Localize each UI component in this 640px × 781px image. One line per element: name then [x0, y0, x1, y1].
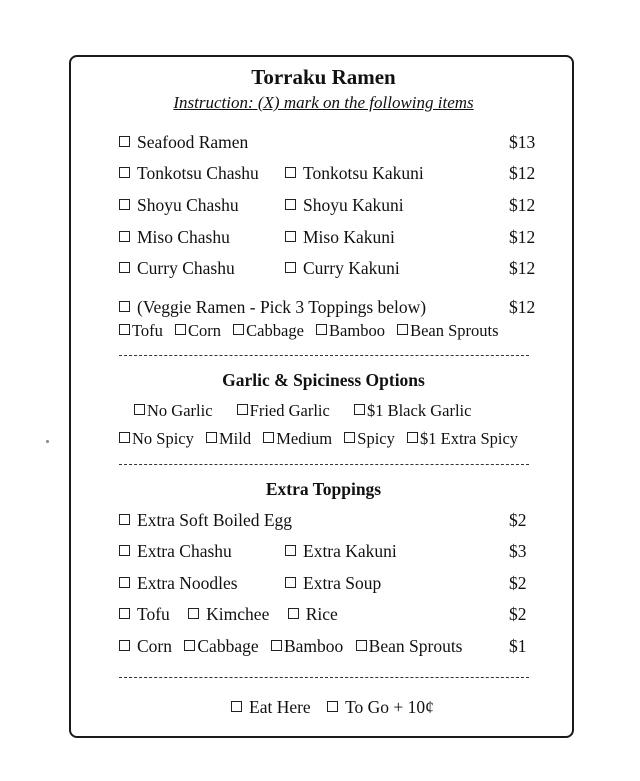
extra-option[interactable]: Corn [119, 636, 172, 657]
divider [119, 355, 529, 356]
garlic-option[interactable]: $1 Black Garlic [354, 401, 471, 421]
ramen-row[interactable]: Shoyu Kakuni [285, 195, 404, 216]
divider [119, 677, 529, 678]
checkbox-icon[interactable] [134, 404, 145, 415]
price: $12 [509, 195, 536, 215]
checkbox-icon[interactable] [397, 324, 408, 335]
topping-option[interactable]: Tofu [119, 321, 163, 341]
extra-option[interactable]: Cabbage [184, 636, 258, 657]
checkbox-icon[interactable] [119, 262, 130, 273]
checkbox-icon[interactable] [285, 262, 296, 273]
checkbox-icon[interactable] [119, 301, 130, 312]
checkbox-icon[interactable] [206, 432, 217, 443]
price: $12 [509, 163, 536, 183]
garlic-option[interactable]: No Garlic [134, 401, 213, 421]
spice-options-row [119, 429, 526, 449]
ramen-row[interactable]: Tonkotsu Chashu [119, 163, 259, 184]
price: $2 [509, 573, 527, 593]
ramen-row[interactable]: Curry Chashu [119, 258, 235, 279]
spice-option[interactable]: Mild [206, 429, 251, 449]
checkbox-icon[interactable] [285, 545, 296, 556]
checkbox-icon[interactable] [119, 231, 130, 242]
checkbox-icon[interactable] [119, 136, 130, 147]
checkbox-icon[interactable] [263, 432, 274, 443]
price: $2 [509, 604, 527, 624]
price: $13 [509, 132, 536, 152]
extra-option[interactable]: Rice [288, 604, 338, 625]
dining-options-row [231, 697, 442, 718]
checkbox-icon[interactable] [119, 324, 130, 335]
to-go-option[interactable]: To Go + 10¢ [327, 697, 434, 718]
menu-title: Torraku Ramen [251, 65, 396, 89]
extra-row [119, 604, 346, 625]
checkbox-icon[interactable] [285, 577, 296, 588]
extra-row[interactable]: Extra Chashu [119, 541, 232, 562]
checkbox-icon[interactable] [285, 231, 296, 242]
ramen-row[interactable]: Miso Chashu [119, 227, 230, 248]
checkbox-icon[interactable] [119, 199, 130, 210]
garlic-option[interactable]: Fried Garlic [237, 401, 330, 421]
price: $12 [509, 297, 536, 317]
extra-row [119, 636, 471, 657]
garlic-options-row [134, 401, 479, 421]
price: $2 [509, 510, 527, 530]
ramen-row[interactable]: Shoyu Chashu [119, 195, 239, 216]
instruction-text: Instruction: (X) mark on the following items [173, 93, 474, 112]
checkbox-icon[interactable] [233, 324, 244, 335]
checkbox-icon[interactable] [407, 432, 418, 443]
checkbox-icon[interactable] [188, 608, 199, 619]
checkbox-icon[interactable] [344, 432, 355, 443]
checkbox-icon[interactable] [288, 608, 299, 619]
checkbox-icon[interactable] [285, 199, 296, 210]
checkbox-icon[interactable] [184, 640, 195, 651]
price: $12 [509, 227, 536, 247]
topping-option[interactable]: Corn [175, 321, 221, 341]
checkbox-icon[interactable] [316, 324, 327, 335]
checkbox-icon[interactable] [285, 167, 296, 178]
checkbox-icon[interactable] [327, 701, 338, 712]
veggie-ramen-row[interactable]: (Veggie Ramen - Pick 3 Toppings below) [119, 297, 426, 318]
price: $1 [509, 636, 527, 656]
garlic-spice-heading: Garlic & Spiciness Options [222, 370, 425, 390]
price: $12 [509, 258, 536, 278]
veggie-toppings-row [119, 321, 507, 341]
scan-speck [46, 440, 49, 443]
extra-row[interactable]: Extra Kakuni [285, 541, 397, 562]
order-form [69, 55, 574, 738]
checkbox-icon[interactable] [175, 324, 186, 335]
checkbox-icon[interactable] [237, 404, 248, 415]
extra-toppings-heading: Extra Toppings [265, 479, 382, 499]
topping-option[interactable]: Bean Sprouts [397, 321, 498, 341]
ramen-row[interactable]: Tonkotsu Kakuni [285, 163, 424, 184]
checkbox-icon[interactable] [356, 640, 367, 651]
extra-option[interactable]: Kimchee [188, 604, 269, 625]
extra-row[interactable]: Extra Soft Boiled Egg [119, 510, 292, 531]
checkbox-icon[interactable] [119, 514, 130, 525]
checkbox-icon[interactable] [271, 640, 282, 651]
extra-row[interactable]: Extra Soup [285, 573, 381, 594]
extra-option[interactable]: Bean Sprouts [356, 636, 463, 657]
checkbox-icon[interactable] [119, 432, 130, 443]
checkbox-icon[interactable] [119, 577, 130, 588]
checkbox-icon[interactable] [119, 640, 130, 651]
extra-option[interactable]: Tofu [119, 604, 170, 625]
ramen-row[interactable]: Miso Kakuni [285, 227, 395, 248]
extra-row[interactable]: Extra Noodles [119, 573, 238, 594]
topping-option[interactable]: Bamboo [316, 321, 385, 341]
spice-option[interactable]: No Spicy [119, 429, 194, 449]
price: $3 [509, 541, 527, 561]
spice-option[interactable]: Medium [263, 429, 332, 449]
divider [119, 464, 529, 465]
spice-option[interactable]: $1 Extra Spicy [407, 429, 518, 449]
ramen-row[interactable]: Seafood Ramen [119, 132, 248, 153]
topping-option[interactable]: Cabbage [233, 321, 304, 341]
eat-here-option[interactable]: Eat Here [231, 697, 311, 718]
checkbox-icon[interactable] [119, 167, 130, 178]
checkbox-icon[interactable] [119, 545, 130, 556]
checkbox-icon[interactable] [119, 608, 130, 619]
ramen-row[interactable]: Curry Kakuni [285, 258, 400, 279]
checkbox-icon[interactable] [354, 404, 365, 415]
extra-option[interactable]: Bamboo [271, 636, 343, 657]
spice-option[interactable]: Spicy [344, 429, 395, 449]
checkbox-icon[interactable] [231, 701, 242, 712]
